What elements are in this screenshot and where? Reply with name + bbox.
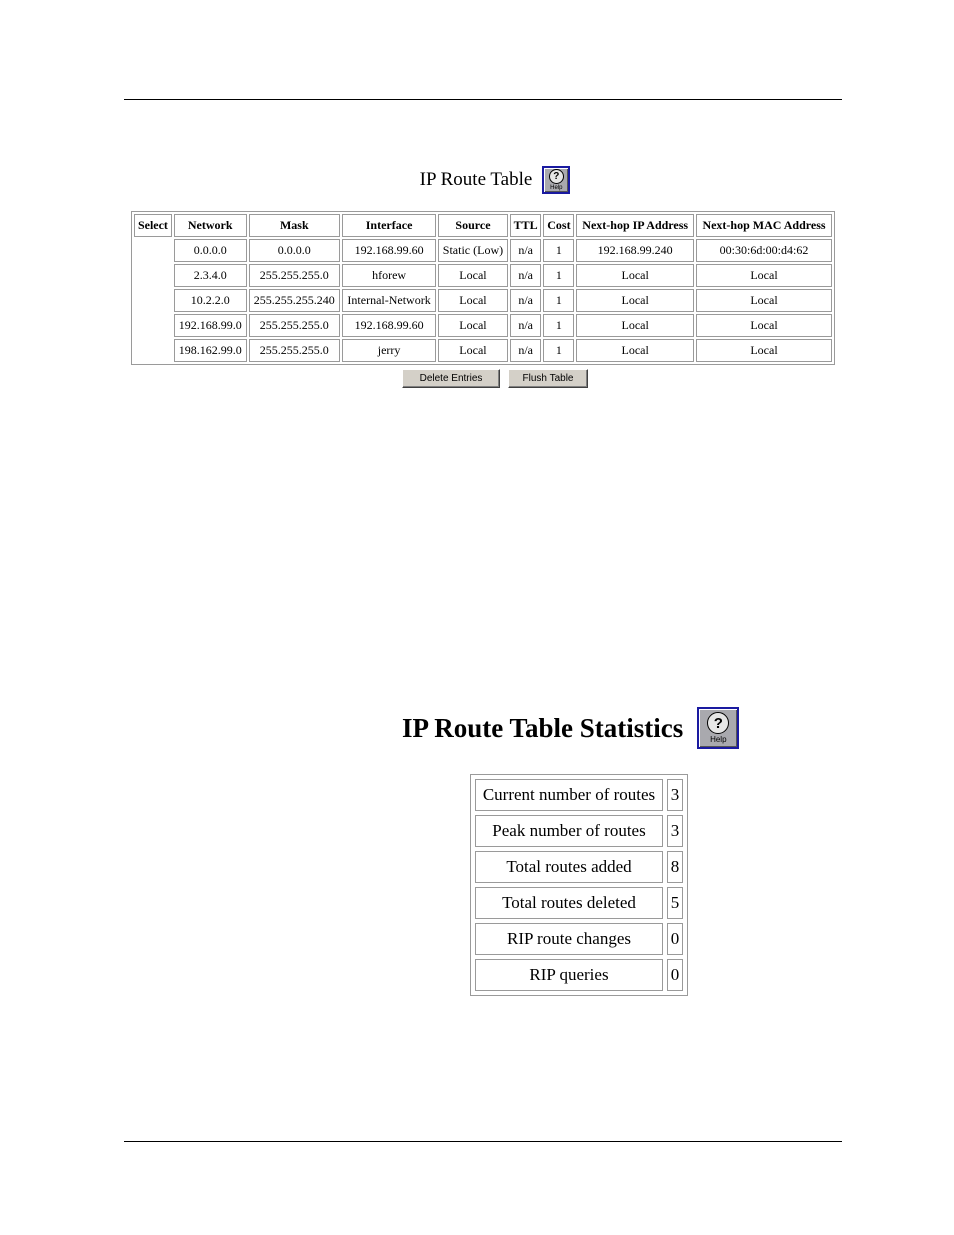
question-mark-icon: ? [707,712,729,734]
ttl-cell: n/a [510,239,542,262]
col-mask: Mask [249,214,341,237]
col-next-hop-ip: Next-hop IP Address [576,214,694,237]
network-cell: 198.162.99.0 [174,339,247,362]
stat-row [475,959,683,991]
next-hop-ip-cell: 192.168.99.240 [576,239,694,262]
stat-label: Current number of routes [475,779,663,811]
footer-rule [124,1141,842,1142]
source-cell: Local [438,264,508,287]
network-cell: 0.0.0.0 [174,239,247,262]
stat-value: 5 [667,887,683,919]
stat-row [475,923,683,955]
stat-label: RIP route changes [475,923,663,955]
mask-cell: 0.0.0.0 [249,239,341,262]
next-hop-ip-cell: Local [576,264,694,287]
route-table-help-icon[interactable] [542,166,570,194]
help-icon-label: Help [550,185,563,191]
statistics-title: IP Route Table Statistics [402,712,684,743]
stat-label: Peak number of routes [475,815,663,847]
table-row [134,289,832,312]
col-cost: Cost [543,214,574,237]
flush-table-button[interactable]: Flush Table [508,369,588,388]
statistics-help-icon[interactable] [697,707,739,749]
mask-cell: 255.255.255.0 [249,339,341,362]
mask-cell: 255.255.255.240 [249,289,341,312]
cost-cell: 1 [543,314,574,337]
table-row [134,339,832,362]
col-network: Network [174,214,247,237]
mask-cell: 255.255.255.0 [249,314,341,337]
interface-cell: hforew [342,264,436,287]
ttl-cell: n/a [510,289,542,312]
next-hop-ip-cell: Local [576,289,694,312]
stat-row [475,815,683,847]
route-table-actions [0,369,954,388]
stat-label: Total routes deleted [475,887,663,919]
stat-label: Total routes added [475,851,663,883]
route-table [131,211,835,365]
route-table-title: IP Route Table [419,169,533,190]
stat-value: 0 [667,959,683,991]
help-icon-label: Help [710,735,727,744]
col-ttl: TTL [510,214,542,237]
next-hop-mac-cell: Local [696,339,832,362]
col-interface: Interface [342,214,436,237]
source-cell: Static (Low) [438,239,508,262]
cost-cell: 1 [543,289,574,312]
network-cell: 192.168.99.0 [174,314,247,337]
source-cell: Local [438,339,508,362]
stat-row [475,887,683,919]
stat-value: 0 [667,923,683,955]
route-table-header-row [134,214,832,237]
cost-cell: 1 [543,239,574,262]
stat-row [475,851,683,883]
stat-label: RIP queries [475,959,663,991]
col-select: Select [134,214,172,237]
stat-value: 8 [667,851,683,883]
statistics-header [402,707,739,749]
network-cell: 10.2.2.0 [174,289,247,312]
next-hop-mac-cell: Local [696,264,832,287]
statistics-table [470,774,688,996]
col-source: Source [438,214,508,237]
question-mark-icon: ? [549,169,564,184]
network-cell: 2.3.4.0 [174,264,247,287]
ttl-cell: n/a [510,339,542,362]
select-cell[interactable] [134,314,172,337]
cost-cell: 1 [543,339,574,362]
table-row [134,314,832,337]
stat-row [475,779,683,811]
source-cell: Local [438,314,508,337]
stat-value: 3 [667,779,683,811]
cost-cell: 1 [543,264,574,287]
stat-value: 3 [667,815,683,847]
source-cell: Local [438,289,508,312]
select-cell[interactable] [134,339,172,362]
mask-cell: 255.255.255.0 [249,264,341,287]
ttl-cell: n/a [510,314,542,337]
select-cell[interactable] [134,239,172,262]
ttl-cell: n/a [510,264,542,287]
col-next-hop-mac: Next-hop MAC Address [696,214,832,237]
header-rule [124,99,842,100]
route-table-header [0,166,954,194]
table-row [134,239,832,262]
interface-cell: Internal-Network [342,289,436,312]
next-hop-ip-cell: Local [576,339,694,362]
next-hop-mac-cell: Local [696,289,832,312]
delete-entries-button[interactable]: Delete Entries [402,369,500,388]
next-hop-ip-cell: Local [576,314,694,337]
select-cell[interactable] [134,264,172,287]
interface-cell: 192.168.99.60 [342,239,436,262]
select-cell[interactable] [134,289,172,312]
interface-cell: jerry [342,339,436,362]
next-hop-mac-cell: 00:30:6d:00:d4:62 [696,239,832,262]
table-row [134,264,832,287]
interface-cell: 192.168.99.60 [342,314,436,337]
next-hop-mac-cell: Local [696,314,832,337]
